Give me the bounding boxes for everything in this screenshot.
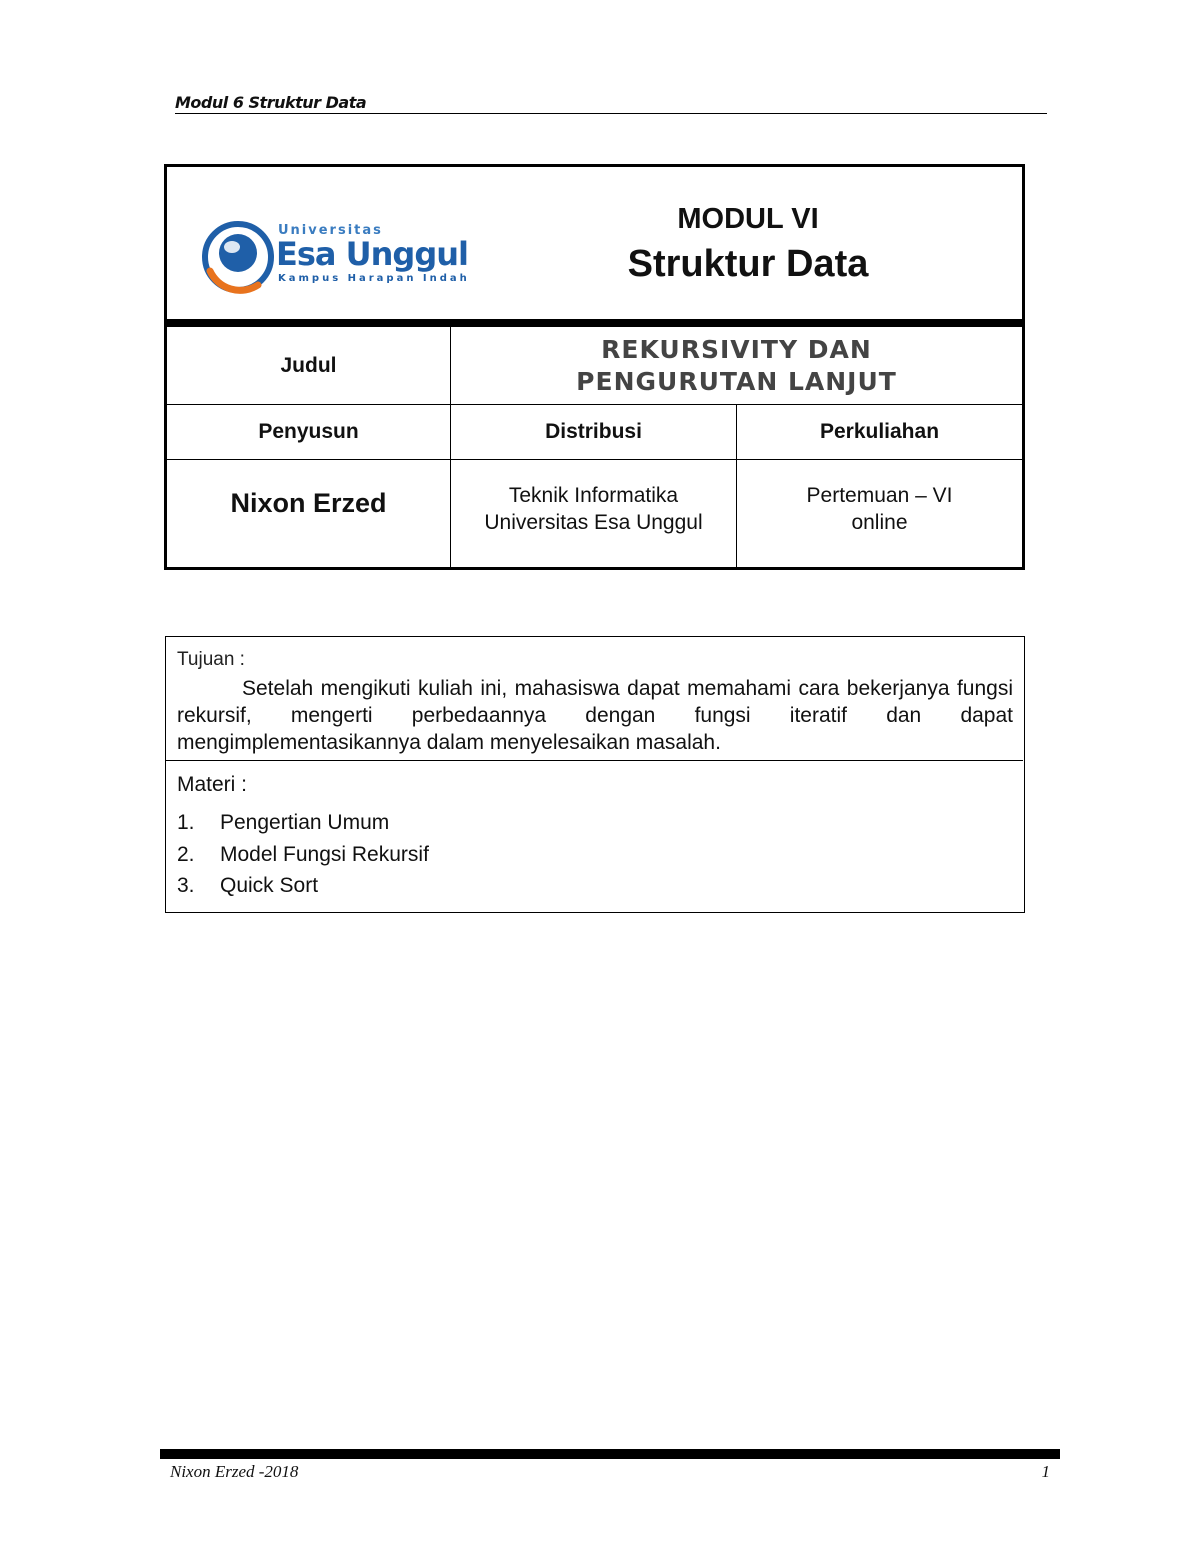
module-number: MODUL VI: [677, 203, 819, 235]
list-item-number: 1.: [177, 811, 195, 834]
materials-list: [177, 807, 1013, 902]
distribution-label: Distribusi: [451, 405, 737, 460]
course-title-line-1: REKURSIVITY DAN: [601, 334, 872, 364]
footer-author: Nixon Erzed -2018: [170, 1462, 299, 1481]
list-item-text: Pengertian Umum: [220, 811, 390, 834]
list-item-text: Model Fungsi Rekursif: [220, 842, 429, 866]
session-line-2: online: [851, 511, 908, 534]
session-label: Perkuliahan: [737, 405, 1022, 460]
cover-table: [164, 164, 1025, 570]
author-name: Nixon Erzed: [167, 460, 451, 567]
logo-sub-text: Kampus Harapan Indah: [278, 273, 470, 284]
module-title: Struktur Data: [627, 243, 869, 285]
cover-header: [167, 167, 1022, 319]
logo-small-text: Universitas: [278, 223, 383, 238]
objectives-label: Tujuan :: [177, 649, 245, 670]
list-item: [177, 807, 1013, 839]
distribution-line-2: Universitas Esa Unggul: [484, 511, 703, 534]
materials-section: [166, 761, 1023, 902]
page-number: 1: [1041, 1462, 1050, 1481]
session-value: [737, 460, 1022, 567]
course-title: [576, 334, 897, 398]
title-label: Judul: [167, 327, 451, 405]
distribution-line-1: Teknik Informatika: [508, 484, 679, 507]
list-item-text: Quick Sort: [220, 874, 319, 897]
session-line-1: Pertemuan – VI: [806, 484, 953, 507]
course-title-line-2: PENGURUTAN LANJUT: [576, 366, 897, 396]
author-label: Penyusun: [167, 405, 451, 460]
list-item: [177, 870, 1013, 902]
objectives-materials-box: [165, 636, 1025, 913]
list-item-number: 2.: [177, 842, 195, 866]
list-item: [177, 839, 1013, 871]
objectives-section: [166, 637, 1023, 761]
divider: [167, 319, 1022, 327]
distribution-value: [451, 460, 737, 567]
materials-label: Materi :: [177, 773, 248, 796]
title-value-cell: [451, 327, 1022, 405]
list-item-number: 3.: [177, 874, 195, 897]
running-header: Modul 6 Struktur Data: [175, 92, 1047, 114]
logo-main-text: Esa Unggul: [276, 235, 468, 273]
footer-rule: [160, 1449, 1060, 1459]
university-logo: [198, 215, 478, 295]
globe-logo-icon: [198, 215, 278, 295]
objectives-text: Setelah mengikuti kuliah ini, mahasiswa dapat memahami cara bekerjanya fungsi rekursif, mengerti perbedaannya dengan fungsi iteratif dan dapat mengimplementasikannya dalam menyelesaikan masalah.: [177, 677, 1013, 754]
